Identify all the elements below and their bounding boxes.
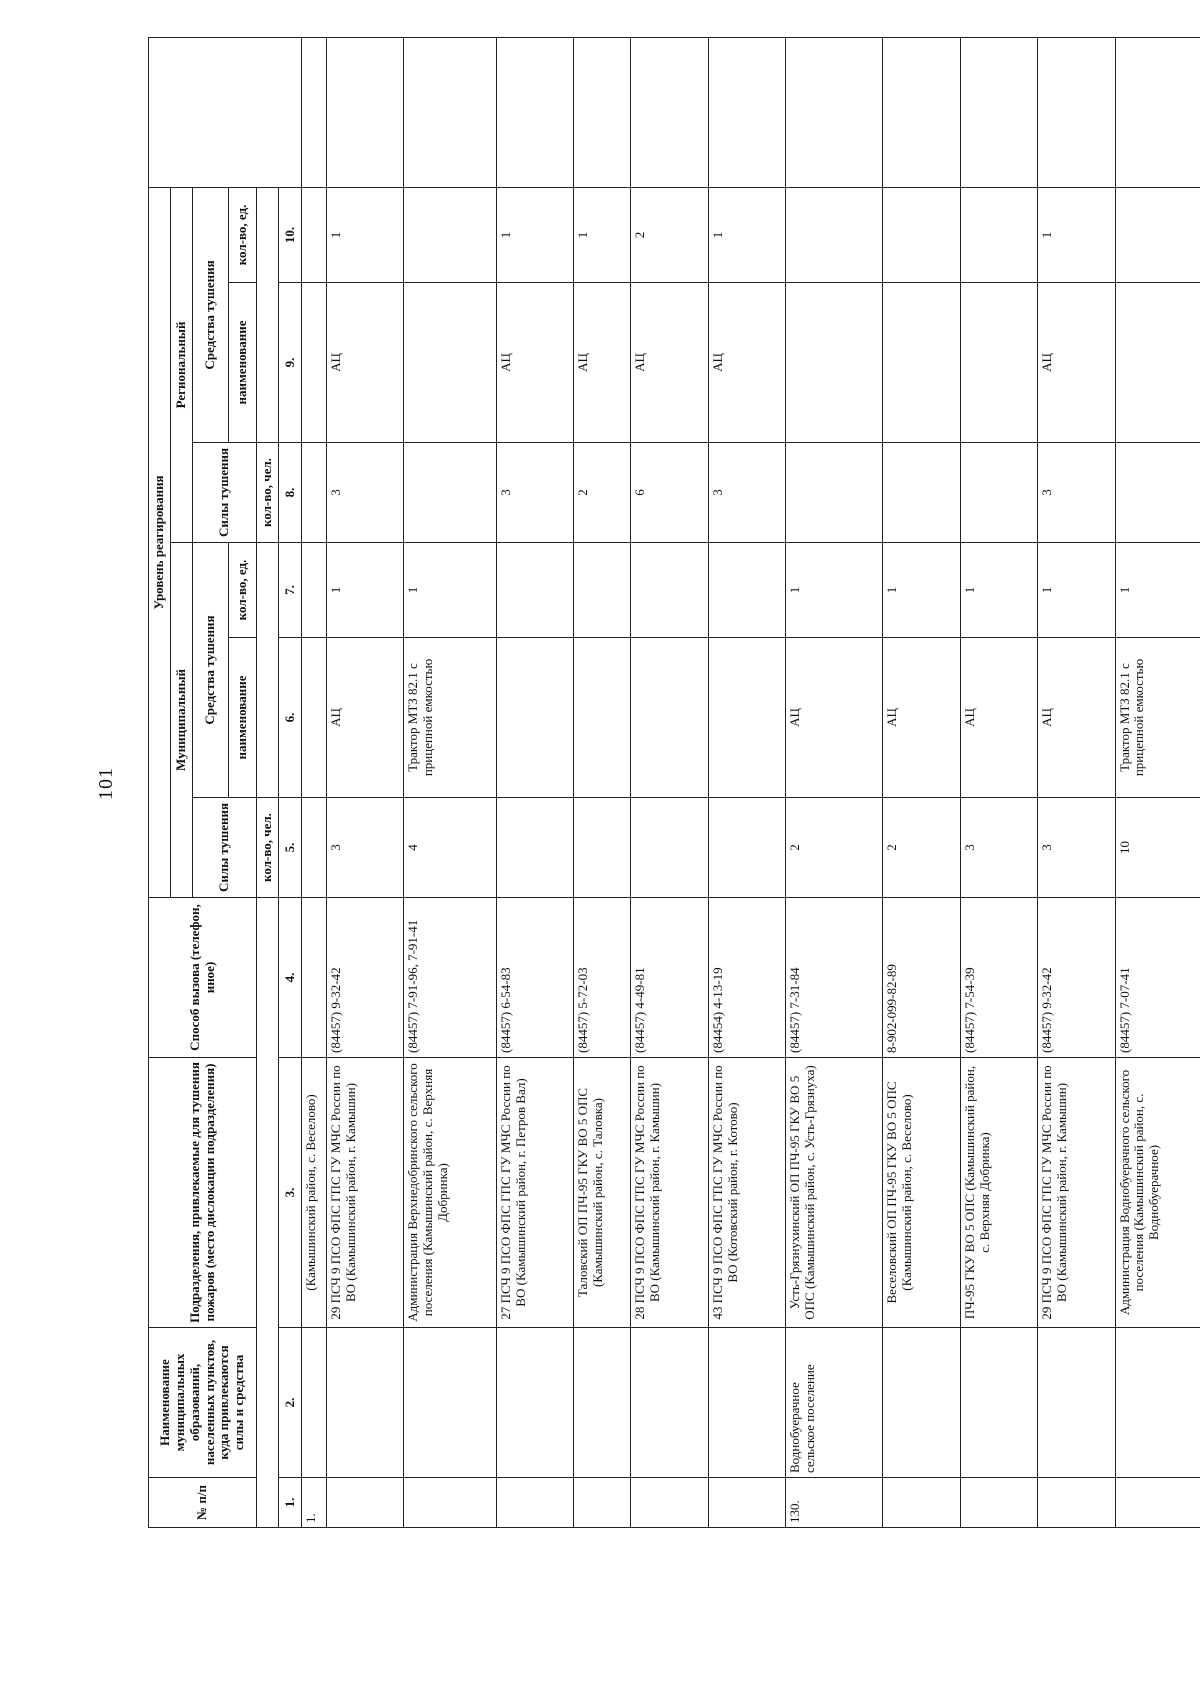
cell-place bbox=[960, 1328, 1037, 1478]
header-municipality: Наименование муниципальных образований, населенных пунктов, куда привлекаются силы и средства bbox=[149, 1328, 257, 1478]
cell-r-name: АЦ bbox=[1038, 283, 1115, 443]
cell-r-name bbox=[883, 283, 960, 443]
cell-place bbox=[302, 1328, 327, 1478]
header-spacer-3 bbox=[257, 187, 279, 442]
cell-m-forces: 10 bbox=[1115, 798, 1200, 898]
cell-r-qty: 1 bbox=[708, 187, 785, 282]
cell-no: 1. bbox=[302, 1478, 327, 1528]
cell-r-qty: 2 bbox=[631, 187, 708, 282]
header-units: Подразделения, привлекаемые для тушения пожаров (место дислокации подразделения) bbox=[149, 1058, 257, 1328]
cell-m-qty: 1 bbox=[883, 543, 960, 638]
cell-r-qty: 1 bbox=[574, 187, 631, 282]
cell-extra bbox=[1038, 37, 1115, 187]
cell-extra bbox=[631, 37, 708, 187]
header-r-qty-people: кол-во, чел. bbox=[257, 443, 279, 543]
cell-m-name bbox=[708, 638, 785, 798]
cell-m-name: АЦ bbox=[786, 638, 883, 798]
cell-extra bbox=[960, 37, 1037, 187]
table-row bbox=[326, 37, 403, 1527]
cell-r-name bbox=[960, 283, 1037, 443]
cell-no bbox=[883, 1478, 960, 1528]
cell-phone: (84457) 7-54-39 bbox=[960, 898, 1037, 1058]
cell-m-forces: 3 bbox=[1038, 798, 1115, 898]
cell-place bbox=[1038, 1328, 1115, 1478]
cell-phone: (84457) 9-32-42 bbox=[326, 898, 403, 1058]
cell-r-forces: 3 bbox=[326, 443, 403, 543]
cell-unit: Усть-Грязнухинский ОП ПЧ-95 ГКУ ВО 5 ОПС (Камышинский район, с. Усть-Грязнуха) bbox=[786, 1058, 883, 1328]
cell-m-qty bbox=[631, 543, 708, 638]
cell-m-qty: 1 bbox=[1038, 543, 1115, 638]
cell-m-name: Трактор МТЗ 82.1 с прицепной емкостью bbox=[404, 638, 496, 798]
cell-unit: Администрация Воднобуерачного сельского поселения (Камышинский район, с. Воднобуерачное) bbox=[1115, 1058, 1200, 1328]
cell-unit: (Камышинский район, с. Веселово) bbox=[302, 1058, 327, 1328]
cell-r-forces bbox=[960, 443, 1037, 543]
col-number: 1. bbox=[279, 1478, 302, 1528]
cell-phone: (84457) 6-54-83 bbox=[496, 898, 573, 1058]
cell-extra bbox=[302, 37, 327, 187]
cell-no bbox=[1115, 1478, 1200, 1528]
cell-phone: (84457) 5-72-03 bbox=[574, 898, 631, 1058]
cell-phone: (84457) 7-91-96, 7-91-41 bbox=[404, 898, 496, 1058]
cell-unit: Веселовский ОП ПЧ-95 ГКУ ВО 5 ОПС (Камышинский район, с. Веселово) bbox=[883, 1058, 960, 1328]
header-call-method: Способ вызова (телефон, иное) bbox=[149, 898, 257, 1058]
cell-phone: 8-902-099-82-89 bbox=[883, 898, 960, 1058]
cell-r-qty bbox=[1115, 187, 1200, 282]
table-row bbox=[960, 37, 1037, 1527]
fire-response-table bbox=[148, 37, 1200, 1528]
cell-r-forces bbox=[302, 443, 327, 543]
cell-r-forces: 2 bbox=[574, 443, 631, 543]
header-regional-forces: Силы тушения bbox=[193, 443, 257, 543]
cell-phone: (84457) 9-32-42 bbox=[1038, 898, 1115, 1058]
cell-m-forces: 2 bbox=[883, 798, 960, 898]
cell-phone: (84457) 4-49-81 bbox=[631, 898, 708, 1058]
cell-extra bbox=[326, 37, 403, 187]
cell-m-qty bbox=[496, 543, 573, 638]
cell-unit: Администрация Верхнедобринского сельского поселения (Камышинский район, с. Верхняя Добринка) bbox=[404, 1058, 496, 1328]
cell-m-qty bbox=[708, 543, 785, 638]
cell-r-forces: 3 bbox=[496, 443, 573, 543]
col-number: 10. bbox=[279, 187, 302, 282]
col-number: 7. bbox=[279, 543, 302, 638]
cell-r-forces: 3 bbox=[1038, 443, 1115, 543]
header-spacer-2 bbox=[257, 543, 279, 798]
table-row bbox=[708, 37, 785, 1527]
header-regional: Региональный bbox=[171, 187, 193, 542]
cell-r-name bbox=[404, 283, 496, 443]
cell-r-name: АЦ bbox=[496, 283, 573, 443]
cell-r-name bbox=[302, 283, 327, 443]
cell-no bbox=[404, 1478, 496, 1528]
cell-phone: (84457) 7-31-84 bbox=[786, 898, 883, 1058]
header-municipal-means: Средства тушения bbox=[193, 543, 229, 798]
cell-m-name bbox=[496, 638, 573, 798]
cell-r-qty bbox=[883, 187, 960, 282]
cell-m-forces: 2 bbox=[786, 798, 883, 898]
cell-phone: (84457) 7-07-41 bbox=[1115, 898, 1200, 1058]
cell-m-forces bbox=[631, 798, 708, 898]
header-no: № п/п bbox=[149, 1478, 257, 1528]
table-row bbox=[1115, 37, 1200, 1527]
cell-extra bbox=[404, 37, 496, 187]
cell-r-qty bbox=[404, 187, 496, 282]
table-row bbox=[404, 37, 496, 1527]
cell-phone: (84454) 4-13-19 bbox=[708, 898, 785, 1058]
cell-r-qty: 1 bbox=[1038, 187, 1115, 282]
table-row bbox=[786, 37, 883, 1527]
cell-m-name: АЦ bbox=[326, 638, 403, 798]
table-row bbox=[631, 37, 708, 1527]
cell-no bbox=[631, 1478, 708, 1528]
cell-no: 130. bbox=[786, 1478, 883, 1528]
cell-r-name bbox=[1115, 283, 1200, 443]
cell-unit: 43 ПСЧ 9 ПСО ФПС ГПС ГУ МЧС России по ВО (Котовский район, г. Котово) bbox=[708, 1058, 785, 1328]
col-number: 9. bbox=[279, 283, 302, 443]
table-row bbox=[496, 37, 573, 1527]
cell-m-forces: 3 bbox=[326, 798, 403, 898]
cell-no bbox=[1038, 1478, 1115, 1528]
cell-m-qty: 1 bbox=[786, 543, 883, 638]
cell-r-qty bbox=[960, 187, 1037, 282]
cell-r-forces bbox=[1115, 443, 1200, 543]
cell-no bbox=[960, 1478, 1037, 1528]
cell-r-name: АЦ bbox=[326, 283, 403, 443]
cell-r-forces: 6 bbox=[631, 443, 708, 543]
cell-unit: Таловский ОП ПЧ-95 ГКУ ВО 5 ОПС (Камышинский район, с. Таловка) bbox=[574, 1058, 631, 1328]
cell-m-forces bbox=[708, 798, 785, 898]
cell-place: Воднобуерачное сельское поселение bbox=[786, 1328, 883, 1478]
col-number: 6. bbox=[279, 638, 302, 798]
cell-place bbox=[574, 1328, 631, 1478]
header-r-qty-units: кол-во, ед. bbox=[229, 187, 257, 282]
cell-place bbox=[496, 1328, 573, 1478]
cell-extra bbox=[574, 37, 631, 187]
table-row bbox=[302, 37, 327, 1527]
cell-unit: 29 ПСЧ 9 ПСО ФПС ГПС ГУ МЧС России по ВО (Камышинский район, г. Камышин) bbox=[1038, 1058, 1115, 1328]
cell-m-name bbox=[631, 638, 708, 798]
cell-extra bbox=[786, 37, 883, 187]
cell-unit: 29 ПСЧ 9 ПСО ФПС ГПС ГУ МЧС России по ВО (Камышинский район, г. Камышин) bbox=[326, 1058, 403, 1328]
table-row bbox=[1038, 37, 1115, 1527]
header-municipal: Муниципальный bbox=[171, 543, 193, 898]
cell-extra bbox=[883, 37, 960, 187]
cell-no bbox=[574, 1478, 631, 1528]
cell-m-qty: 1 bbox=[404, 543, 496, 638]
cell-m-name bbox=[302, 638, 327, 798]
header-response-level: Уровень реагирования bbox=[149, 187, 171, 897]
cell-m-name: Трактор МТЗ 82.1 с прицепной емкостью bbox=[1115, 638, 1200, 798]
cell-m-qty bbox=[574, 543, 631, 638]
table-body bbox=[302, 37, 1200, 1527]
col-number: 5. bbox=[279, 798, 302, 898]
cell-r-name: АЦ bbox=[708, 283, 785, 443]
cell-phone bbox=[302, 898, 327, 1058]
cell-place bbox=[1115, 1328, 1200, 1478]
cell-m-name: АЦ bbox=[960, 638, 1037, 798]
cell-m-forces bbox=[302, 798, 327, 898]
table-row bbox=[883, 37, 960, 1527]
header-municipal-forces: Силы тушения bbox=[193, 798, 257, 898]
table-row bbox=[574, 37, 631, 1527]
header-extra-column bbox=[149, 37, 302, 187]
rotated-table-wrapper bbox=[148, 38, 1200, 1528]
cell-m-forces bbox=[574, 798, 631, 898]
cell-place bbox=[404, 1328, 496, 1478]
cell-m-forces bbox=[496, 798, 573, 898]
cell-m-name bbox=[574, 638, 631, 798]
cell-place bbox=[326, 1328, 403, 1478]
cell-no bbox=[708, 1478, 785, 1528]
col-number: 8. bbox=[279, 443, 302, 543]
cell-r-qty: 1 bbox=[326, 187, 403, 282]
cell-place bbox=[631, 1328, 708, 1478]
cell-m-qty: 1 bbox=[1115, 543, 1200, 638]
cell-r-qty bbox=[302, 187, 327, 282]
col-number: 4. bbox=[279, 898, 302, 1058]
cell-m-forces: 3 bbox=[960, 798, 1037, 898]
header-regional-means: Средства тушения bbox=[193, 187, 229, 442]
cell-extra bbox=[496, 37, 573, 187]
cell-no bbox=[496, 1478, 573, 1528]
cell-r-qty bbox=[786, 187, 883, 282]
cell-m-qty: 1 bbox=[326, 543, 403, 638]
cell-unit: 27 ПСЧ 9 ПСО ФПС ГПС ГУ МЧС России по ВО (Камышинский район, г. Петров Вал) bbox=[496, 1058, 573, 1328]
header-m-qty-units: кол-во, ед. bbox=[229, 543, 257, 638]
cell-r-name bbox=[786, 283, 883, 443]
cell-m-qty: 1 bbox=[960, 543, 1037, 638]
cell-m-forces: 4 bbox=[404, 798, 496, 898]
cell-unit: 28 ПСЧ 9 ПСО ФПС ГПС ГУ МЧС России по ВО (Камышинский район, г. Камышин) bbox=[631, 1058, 708, 1328]
cell-r-forces bbox=[786, 443, 883, 543]
cell-place bbox=[883, 1328, 960, 1478]
header-m-name: наименование bbox=[229, 638, 257, 798]
page-number: 101 bbox=[95, 767, 117, 800]
cell-unit: ПЧ-95 ГКУ ВО 5 ОПС (Камышинский район, с. Верхняя Добринка) bbox=[960, 1058, 1037, 1328]
cell-extra bbox=[1115, 37, 1200, 187]
header-spacer bbox=[257, 898, 279, 1528]
cell-place bbox=[708, 1328, 785, 1478]
cell-r-name: АЦ bbox=[574, 283, 631, 443]
cell-r-name: АЦ bbox=[631, 283, 708, 443]
cell-m-qty bbox=[302, 543, 327, 638]
col-number: 2. bbox=[279, 1328, 302, 1478]
col-number: 3. bbox=[279, 1058, 302, 1328]
header-r-name: наименование bbox=[229, 283, 257, 443]
cell-r-forces: 3 bbox=[708, 443, 785, 543]
header-m-qty-people: кол-во, чел. bbox=[257, 798, 279, 898]
cell-r-qty: 1 bbox=[496, 187, 573, 282]
cell-m-name: АЦ bbox=[1038, 638, 1115, 798]
cell-extra bbox=[708, 37, 785, 187]
cell-r-forces bbox=[404, 443, 496, 543]
cell-m-name: АЦ bbox=[883, 638, 960, 798]
cell-no bbox=[326, 1478, 403, 1528]
cell-r-forces bbox=[883, 443, 960, 543]
